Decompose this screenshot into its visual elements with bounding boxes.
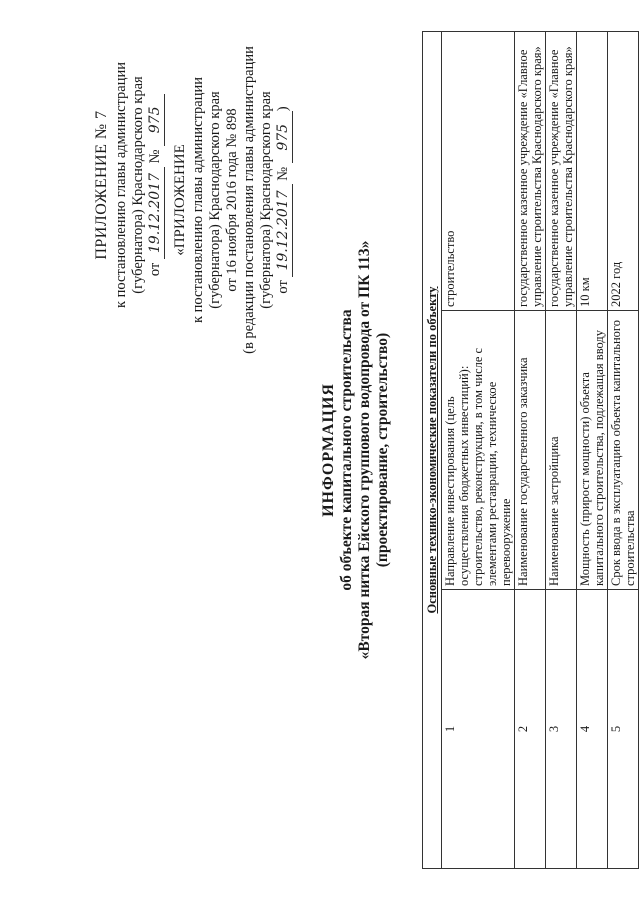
appendix-line: к постановлению главы администрации [190, 76, 206, 324]
row-value: государственное казенное учреждение «Главное управление строительства Краснодарского края» [515, 32, 546, 311]
table-row [515, 32, 546, 869]
row-value: государственное казенное учреждение «Главное управление строительства Краснодарского края» [546, 32, 577, 311]
row-value: строительство [442, 32, 515, 311]
row-number: 3 [546, 590, 577, 869]
document-heading [320, 45, 392, 855]
appendix-7-title: ПРИЛОЖЕНИЕ № 7 [93, 110, 110, 260]
row-value: 10 км [577, 32, 608, 311]
table-header-row [423, 32, 442, 869]
row-name: Наименование застройщика [546, 311, 577, 590]
appendix-line: (губернатора) Краснодарского края [258, 91, 274, 309]
row-name: Направление инвестирования (цель осуществления бюджетных инвестиций): строительство, реконструкция, в том числе с элементами реставрации, техническое перевооружение [442, 311, 515, 590]
table-row [577, 32, 608, 869]
from-label: от [275, 280, 291, 294]
heading-line: об объекте капитального строительства [338, 309, 355, 591]
appendix-line: от 16 ноября 2016 года № 898 [224, 108, 240, 292]
appendix-line: (в редакции постановления главы администрации [241, 46, 257, 354]
appendix-title: «ПРИЛОЖЕНИЕ [172, 144, 188, 256]
heading-title: ИНФОРМАЦИЯ [320, 383, 337, 517]
row-value: 2022 год [608, 32, 639, 311]
row-name: Наименование государственного заказчика [515, 311, 546, 590]
table-header: Основные технико-экономические показатели по объекту [423, 32, 442, 869]
row-number: 4 [577, 590, 608, 869]
appendix-block [172, 20, 293, 380]
indicators-table [422, 31, 639, 869]
row-name: Срок ввода в эксплуатацию объекта капитального строительства [608, 311, 639, 590]
appendix-7-line: (губернатора) Краснодарского края [130, 76, 146, 294]
handwritten-date: 19.12.2017 [275, 184, 293, 276]
document-page [20, 15, 637, 885]
heading-line: «Вторая нитка Ейского группового водопровода от ПК 113» [356, 240, 373, 660]
appendix-date-line [275, 20, 293, 380]
closing-paren: ) [275, 106, 291, 112]
row-number: 5 [608, 590, 639, 869]
row-number: 1 [442, 590, 515, 869]
table-row [608, 32, 639, 869]
table-row [442, 32, 515, 869]
appendix-7-block [93, 20, 165, 350]
handwritten-number: 975 [147, 94, 165, 146]
handwritten-number: 975 [275, 111, 293, 163]
row-number: 2 [515, 590, 546, 869]
number-label: № [275, 166, 291, 181]
row-name: Мощность (прирост мощности) объекта капитального строительства, подлежащая вводу [577, 311, 608, 590]
handwritten-date: 19.12.2017 [147, 167, 165, 259]
appendix-7-line: к постановлению главы администрации [113, 61, 129, 309]
from-label: от [147, 262, 163, 277]
heading-line: (проектирование, строительство) [374, 332, 391, 568]
appendix-7-date-line [147, 20, 165, 350]
table-row [546, 32, 577, 869]
number-label: № [147, 149, 163, 164]
appendix-line: (губернатора) Краснодарского края [207, 91, 223, 309]
